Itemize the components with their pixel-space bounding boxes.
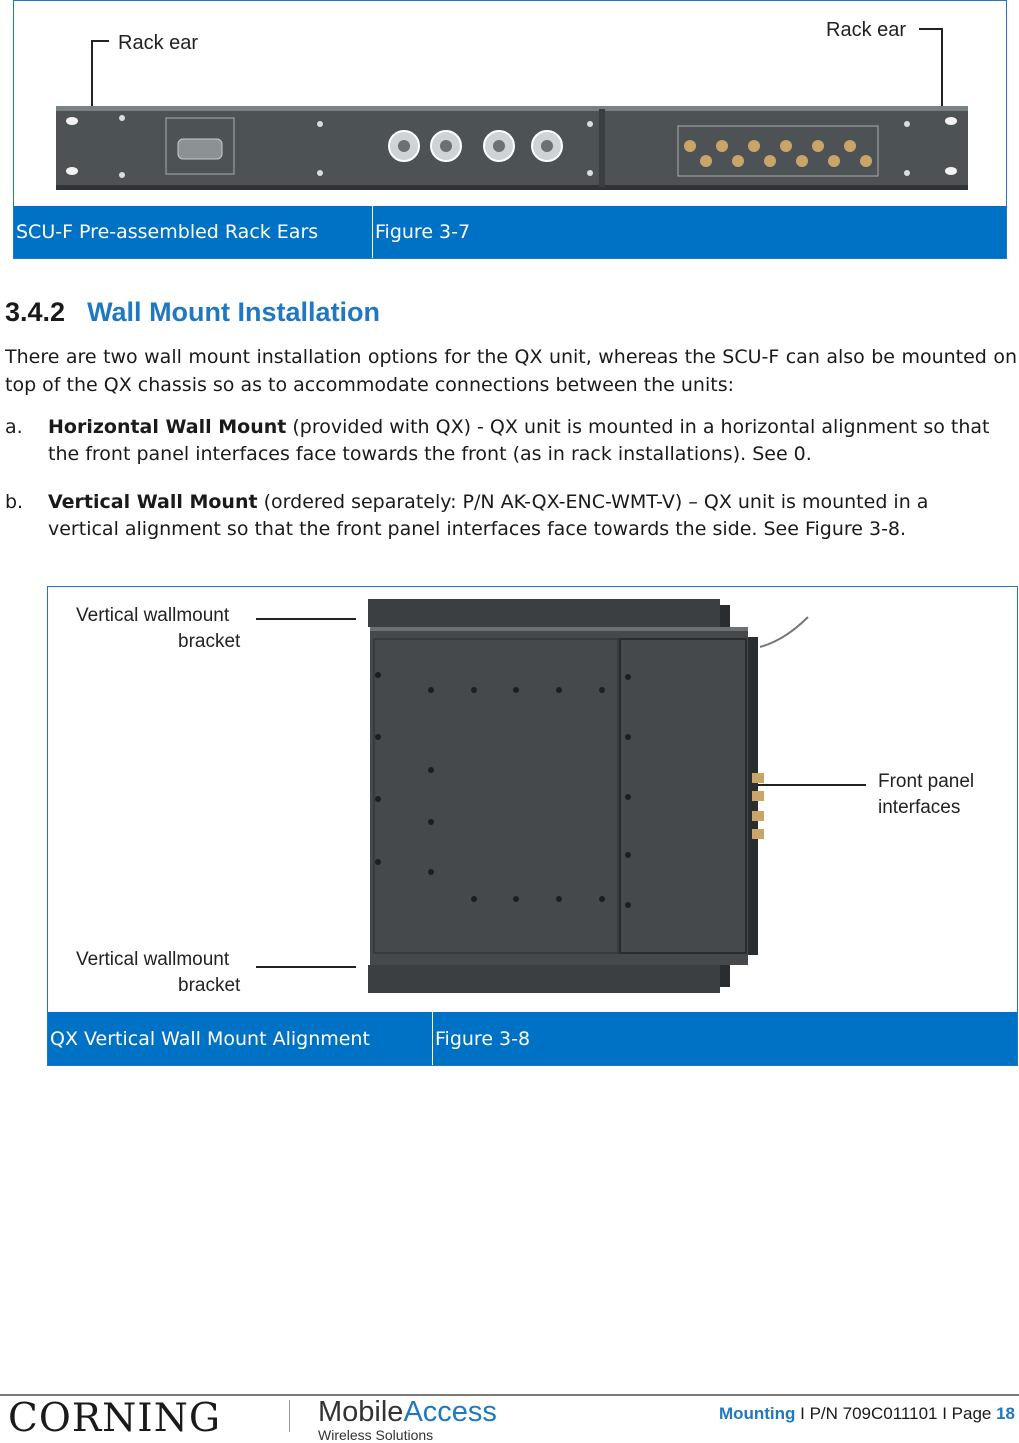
page-number: 18: [996, 1404, 1015, 1423]
footer-page-info: [719, 1404, 1015, 1424]
callout-top-bracket-line2: bracket: [178, 631, 241, 652]
callout-front-panel-line1: Front panel: [878, 771, 975, 792]
callout-top-bracket-line1: Vertical wallmount: [76, 605, 230, 626]
list-item-text: (provided with QX) - QX unit is mounted in a horizontal alignment so that the front panel interfaces face towards the front (as in rack installations). See 0.: [48, 416, 990, 465]
list-item-bold: Vertical Wall Mount: [48, 491, 258, 513]
list-item: [5, 414, 1005, 468]
qx-vertical-wall-mount-image: [48, 587, 1017, 1013]
footer-pn: I P/N 709C011101 I Page: [795, 1404, 997, 1423]
list-item-text: (ordered separately: P/N AK-QX-ENC-WMT-V) – QX unit is mounted in a vertical alignment so that the front panel interfaces face towards the side. See Figure 3-8.: [48, 491, 929, 540]
figure-3-7-caption-bar: [14, 206, 1006, 258]
scu-f-rack-ears-image: [14, 1, 1006, 207]
callout-bottom-bracket-line1: Vertical wallmount: [76, 949, 230, 970]
callout-bottom-bracket-line2: bracket: [178, 975, 241, 996]
logo-access-text: Access: [403, 1396, 497, 1428]
figure-caption-text: SCU-F Pre-assembled Rack Ears: [14, 206, 373, 258]
list-item-bold: Horizontal Wall Mount: [48, 416, 287, 438]
intro-paragraph: There are two wall mount installation options for the QX unit, whereas the SCU-F can also be mounted on top of the QX chassis so as to accommodate connections between the units:: [5, 346, 1017, 396]
wireless-solutions-tagline: Wireless Solutions: [318, 1427, 434, 1443]
list-item-label: b.: [5, 491, 24, 513]
corning-logo: CORNING: [8, 1396, 221, 1441]
logo-separator: [289, 1400, 290, 1432]
footer-section: Mounting: [718, 1404, 796, 1423]
rack-ear-callout-left: Rack ear: [118, 32, 199, 54]
figure-3-7: [13, 0, 1007, 259]
list-item-label: a.: [5, 416, 23, 438]
figure-3-8-caption-bar: [48, 1012, 1017, 1065]
section-title: Wall Mount Installation: [87, 297, 381, 327]
section-number: 3.4.2: [5, 297, 66, 327]
list-item: [5, 489, 1005, 543]
figure-3-8: [47, 586, 1018, 1066]
callout-front-panel-line2: interfaces: [878, 797, 961, 818]
figure-number: Figure 3-7: [375, 221, 471, 243]
figure-caption-text: QX Vertical Wall Mount Alignment: [48, 1012, 433, 1065]
rack-ear-callout-right: Rack ear: [826, 19, 907, 41]
figure-number: Figure 3-8: [435, 1027, 531, 1050]
section-heading: [5, 297, 380, 328]
logo-mobile-text: Mobile: [318, 1396, 404, 1428]
mobileaccess-logo: [318, 1396, 497, 1429]
